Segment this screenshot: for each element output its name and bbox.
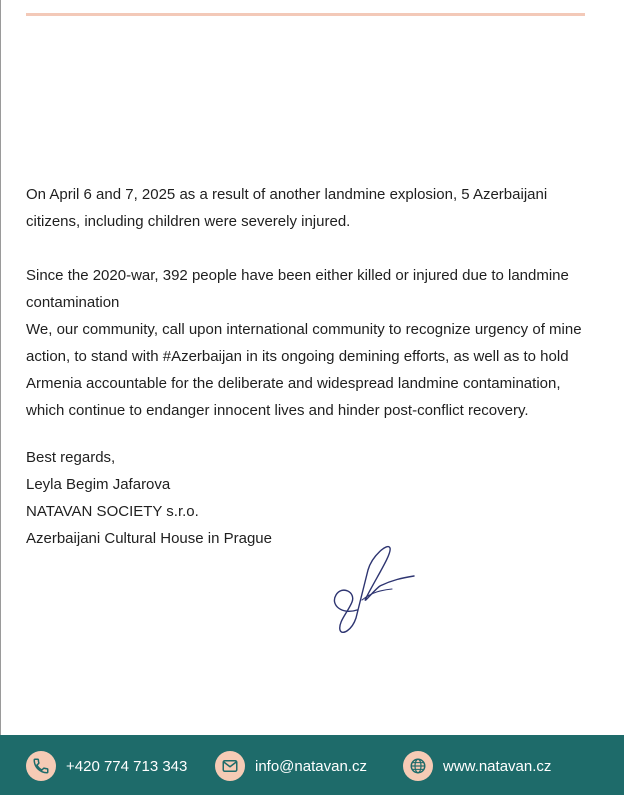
paragraph-statistics: Since the 2020-war, 392 people have been either killed or injured due to landmine contamination (26, 267, 569, 311)
organization-name: NATAVAN SOCIETY s.r.o. (26, 503, 199, 520)
paragraph-spacer (26, 424, 596, 444)
mail-icon (215, 751, 245, 781)
email-contact (215, 750, 367, 782)
handwritten-signature (322, 540, 422, 640)
phone-contact (26, 750, 187, 782)
closing-line: Best regards, (26, 449, 116, 466)
header-divider (26, 13, 585, 16)
phone-icon (26, 751, 56, 781)
institution-name: Azerbaijani Cultural House in Prague (26, 530, 272, 547)
globe-icon (403, 751, 433, 781)
contact-footer (0, 735, 624, 795)
phone-number[interactable]: +420 774 713 343 (66, 757, 188, 775)
letter-body (26, 181, 596, 552)
page-left-border (0, 0, 1, 795)
signer-name: Leyla Begim Jafarova (26, 476, 171, 493)
website-link[interactable]: www.natavan.cz (443, 757, 552, 775)
paragraph-spacer (26, 235, 596, 262)
website-contact (403, 750, 551, 782)
email-address[interactable]: info@natavan.cz (255, 757, 367, 775)
paragraph-incident: On April 6 and 7, 2025 as a result of another landmine explosion, 5 Azerbaijani citizens, including children were severely injured. (26, 186, 548, 230)
paragraph-appeal: We, our community, call upon international community to recognize urgency of mine action, to stand with #Azerbaijan in its ongoing demining efforts, as well as to hold Armenia accountable for the deliberate and widespread landmine contamination, which continue to endanger innocent lives and hinder post-conflict recovery. (26, 321, 582, 419)
